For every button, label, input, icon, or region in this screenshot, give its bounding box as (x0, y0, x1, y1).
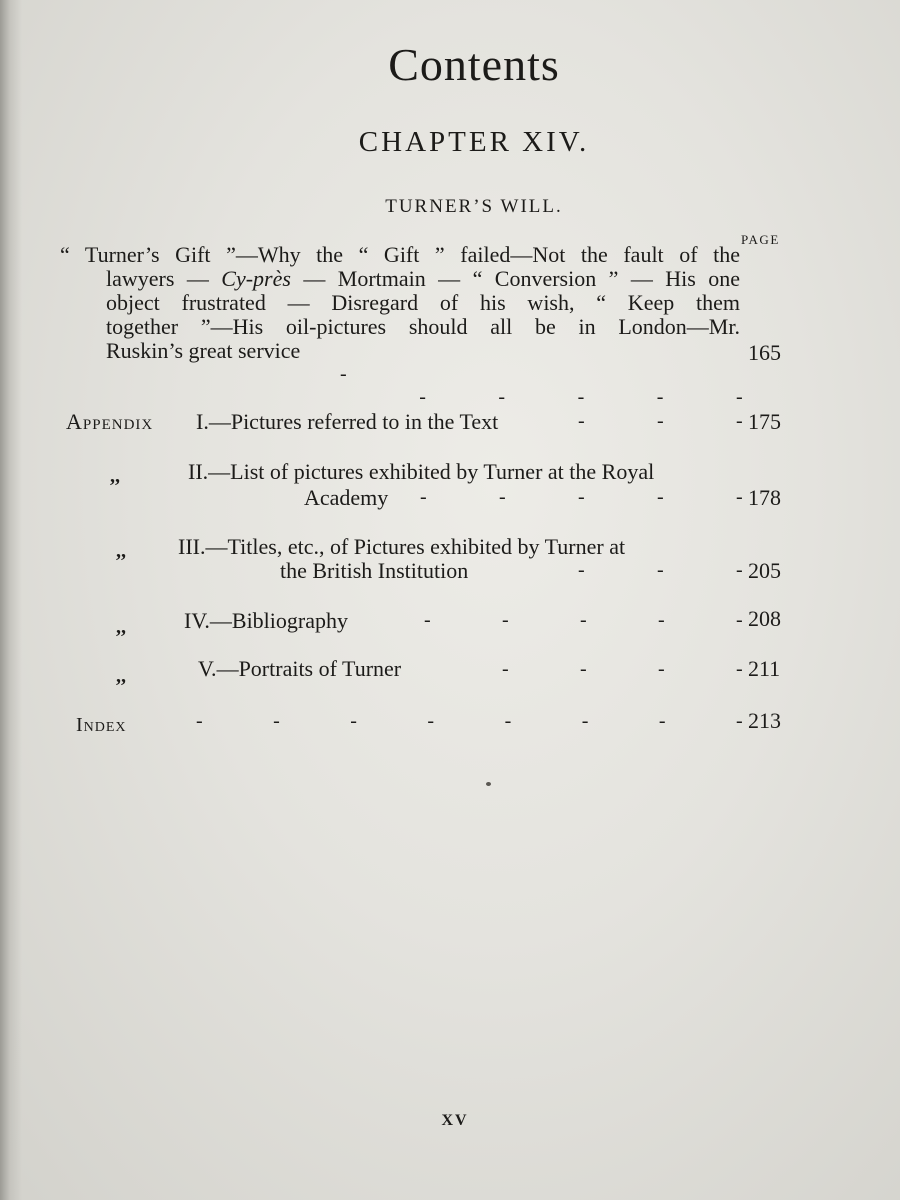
leader-dash: - (657, 410, 664, 432)
leader-dash: - (196, 710, 203, 732)
leader-dash: - (658, 609, 665, 631)
leader-dash: - (578, 559, 585, 581)
page-title: Contents (388, 39, 560, 90)
chapter-heading: CHAPTER XIV. (358, 126, 590, 158)
entry-numeral: I. (196, 409, 209, 434)
leader-dash: - (736, 658, 743, 680)
entry-page-number: 175 (748, 409, 781, 434)
italic-term: Cy-près (221, 266, 291, 291)
leader-dash: - (581, 710, 589, 732)
chapter-subtitle: TURNER’S WILL. (385, 196, 563, 217)
entry-title-line: —Bibliography (209, 608, 348, 633)
ditto-mark: ,, (116, 616, 126, 638)
leader-dash: - (340, 363, 347, 385)
entry-numeral: II. (188, 459, 209, 484)
entry-page-number: 178 (748, 485, 781, 510)
index-label: Index (76, 714, 127, 736)
leader-dash: - (504, 710, 512, 732)
ditto-mark: ,, (116, 665, 126, 687)
leader-dash: - (580, 658, 587, 680)
leader-dash: - (658, 710, 666, 732)
entry-title (196, 409, 498, 435)
entry-title-continuation: Academy (304, 485, 389, 510)
leader-dash: - (736, 559, 743, 581)
leader-dash: - (658, 658, 665, 680)
leader-dash: - (350, 710, 357, 732)
leader-dash: - (656, 386, 664, 408)
leader-dash: - (736, 486, 743, 508)
leader-dash: - (427, 710, 435, 732)
summary-line: object frustrated — Disregard of his wish, “ Keep them (106, 290, 740, 315)
paper-speck (486, 782, 491, 786)
page-column-label: PAGE (741, 232, 780, 247)
ditto-mark: ,, (110, 465, 120, 487)
entry-page-number: 208 (748, 606, 781, 631)
summary-line-with-italic: lawyers — Cy-près — Mortmain — “ Conversion ” — His one (106, 266, 740, 291)
index-page-number: 213 (748, 708, 781, 733)
appendix-label: Appendix (66, 409, 154, 434)
entry-title-line: —List of pictures exhibited by Turner at the Royal (208, 459, 655, 484)
entry-title (188, 459, 654, 485)
leader-dash: - (580, 609, 587, 631)
leader-dash: - (657, 559, 664, 581)
entry-numeral: III. (178, 534, 206, 559)
summary-line: Ruskin’s great service (106, 338, 301, 363)
leader-dash: - (736, 410, 743, 432)
entry-page-number: 211 (748, 656, 781, 681)
entry-title (178, 534, 625, 560)
leader-dash: - (424, 609, 431, 631)
leader-dash: - (577, 386, 585, 408)
leader-dash: - (499, 486, 506, 508)
leader-dash: - (657, 486, 664, 508)
entry-title (184, 608, 348, 634)
entry-title-line: —Pictures referred to in the Text (208, 409, 499, 434)
entry-numeral: IV. (184, 608, 210, 633)
leader-dash: - (498, 386, 506, 408)
chapter-page-number: 165 (748, 340, 781, 365)
entry-title-continuation: the British Institution (280, 558, 469, 583)
summary-line: “ Turner’s Gift ”—Why the “ Gift ” failed—Not the fault of the (60, 242, 740, 267)
entry-numeral: V. (198, 656, 217, 681)
leader-dash: - (578, 410, 585, 432)
leader-dash: - (736, 386, 743, 408)
leader-dash: - (419, 386, 426, 408)
dot-leader (340, 340, 743, 409)
entry-page-number: 205 (748, 558, 781, 583)
entry-title (198, 656, 401, 682)
entry-title-line: —Titles, etc., of Pictures exhibited by Turner at (205, 534, 626, 559)
chapter-summary (60, 243, 740, 363)
entry-title-line: —Portraits of Turner (216, 656, 402, 681)
ditto-mark: ,, (116, 540, 126, 562)
page-gutter-shadow (0, 0, 22, 1200)
appendix-prefix (66, 409, 153, 435)
leader-dash: - (736, 609, 743, 631)
leader-dash: - (736, 710, 743, 732)
leader-dash: - (420, 486, 427, 508)
folio-number: XV (441, 1112, 469, 1129)
leader-dash: - (502, 658, 509, 680)
summary-line: together ”—His oil-pictures should all be in London—Mr. (106, 314, 740, 339)
leader-dash: - (502, 609, 509, 631)
leader-dash: - (273, 710, 280, 732)
leader-dash: - (578, 486, 585, 508)
